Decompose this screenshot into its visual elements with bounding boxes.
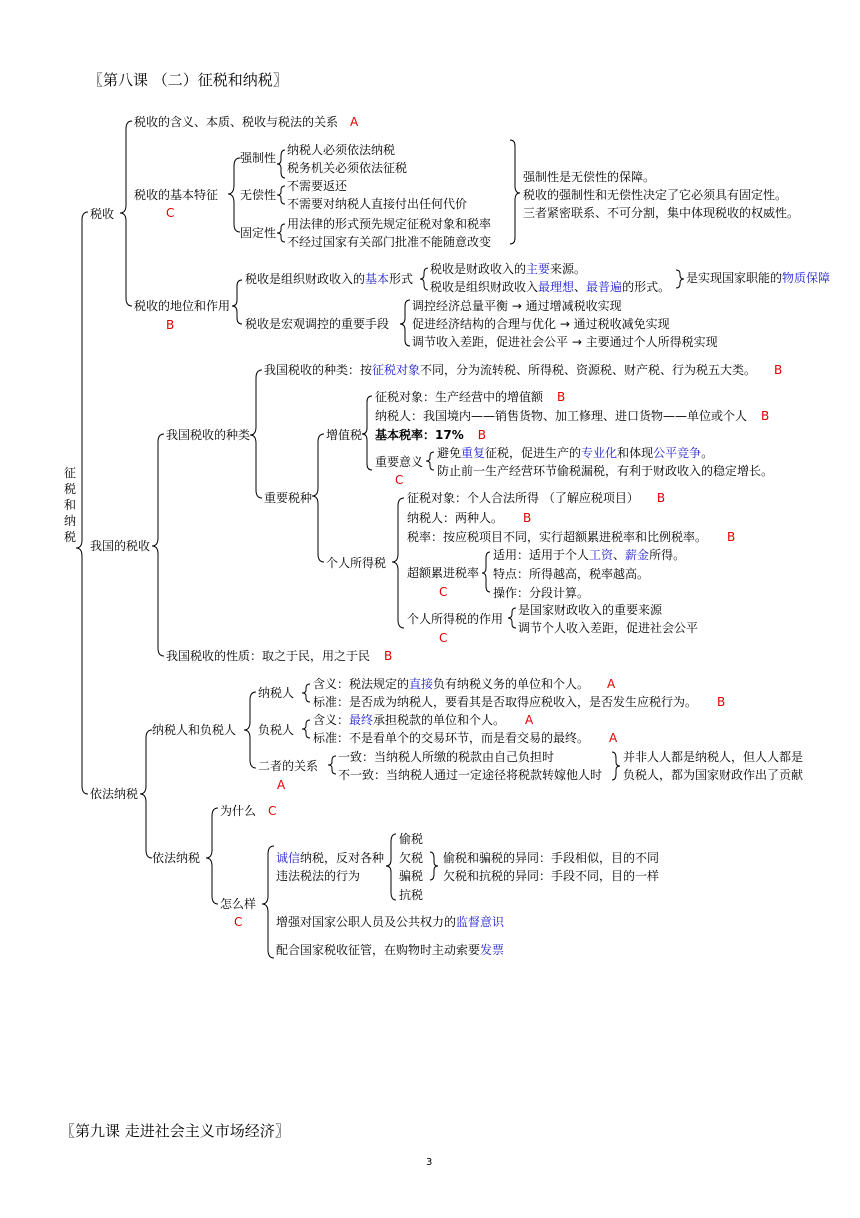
- keyword: 诚信: [276, 851, 301, 865]
- text: 调节个人收入差距，促进社会公平: [518, 621, 699, 635]
- node-macro: 税收是宏观调控的重要手段: [245, 317, 390, 331]
- text-line: [430, 262, 586, 277]
- node-basic-form: [245, 272, 413, 287]
- bracket-prog: [482, 552, 490, 592]
- grade-badge: B: [761, 409, 770, 423]
- text: 偷税和骗税的异同：手段相似，目的不同: [443, 851, 660, 865]
- text: 调节收入差距，促进社会公平 → 主要通过个人所得税实现: [412, 335, 718, 349]
- text: 纳税人必须依法纳税: [287, 143, 396, 157]
- node-why: [220, 804, 276, 819]
- keyword: 工资: [589, 548, 614, 562]
- node-nature: [166, 649, 392, 664]
- bracket-sig: [426, 452, 434, 470]
- text: 标准：不是看单个的交易环节，而是看交易的最终。: [313, 731, 590, 745]
- keyword: 监督意识: [456, 915, 505, 929]
- grade-badge: B: [717, 695, 726, 709]
- text: 我国税收的种类：按: [264, 363, 373, 377]
- node-gratuitous: 无偿性: [240, 188, 277, 202]
- text: 征税对象：生产经营中的增值额: [375, 390, 544, 404]
- node-payer-bearer: 纳税人和负税人: [152, 723, 237, 737]
- bracket-fn: [676, 270, 684, 288]
- text: 含义：税法规定的: [313, 677, 410, 691]
- bracket-features-summary: [510, 140, 520, 244]
- grade-badge: B: [656, 491, 666, 505]
- keyword: 重复: [461, 446, 486, 460]
- text: 用法律的形式预先规定征税对象和税率: [287, 217, 492, 231]
- text-line: [264, 363, 782, 378]
- text: 是国家财政收入的重要来源: [518, 603, 663, 617]
- text-line: [313, 695, 725, 710]
- keyword: 基本: [365, 272, 390, 286]
- text: 三者紧密联系、不可分割，集中体现税收的权威性。: [523, 206, 800, 220]
- node-fixed: 固定性: [240, 226, 277, 240]
- text: 标准：是否成为纳税人，要看其是否取得应税收入，是否发生应税行为。: [313, 695, 698, 709]
- bracket-features: [228, 158, 240, 232]
- text: 来源。: [550, 262, 587, 276]
- bracket-gratuitous: [277, 186, 285, 204]
- text: 税收是组织财政收入的: [245, 272, 366, 286]
- text: 不需要对纳税人直接付出任何代价: [287, 197, 468, 211]
- grade-badge: A: [525, 713, 534, 727]
- text: 为什么: [220, 804, 257, 818]
- text: 偷税: [399, 832, 424, 846]
- text-line: [407, 530, 735, 545]
- bracket-how: [262, 846, 274, 958]
- grade-badge: C: [439, 585, 448, 599]
- grade-badge: B: [523, 511, 532, 525]
- node-pay-by-law: 依法纳税: [152, 851, 201, 865]
- bracket-kinds: [250, 370, 262, 498]
- text-line: [407, 491, 665, 506]
- grade-badge: B: [166, 318, 175, 332]
- text: 税收是财政收入的: [430, 262, 527, 276]
- text: 抗税: [399, 888, 424, 902]
- text: 欠税: [399, 851, 424, 865]
- bracket-tax: [120, 121, 132, 306]
- text: 防止前一生产经营环节偷税漏税，有利于财政收入的稳定增长。: [437, 464, 774, 478]
- bracket-rel: [328, 756, 336, 774]
- root-char: 和: [63, 498, 76, 512]
- text-line: [375, 428, 486, 443]
- text: 特点：所得越高，税率越高。: [493, 567, 650, 581]
- node-tax-status: 税收的地位和作用: [134, 299, 231, 313]
- text: 不需要返还: [287, 179, 348, 193]
- text: 所得。: [649, 548, 686, 562]
- text: 税收的强制性和无偿性决定了它必须具有固定性。: [523, 188, 788, 202]
- node-payer: 纳税人: [258, 686, 295, 700]
- text-line: [375, 390, 565, 405]
- keyword: 主要: [526, 262, 551, 276]
- node-pit-role: 个人所得税的作用: [407, 612, 504, 626]
- lesson-8-title: 〖第八课 （二）征税和纳税〗: [88, 71, 288, 89]
- grade-badge: C: [166, 206, 175, 220]
- node-tax-features: 税收的基本特征: [134, 188, 219, 202]
- text: 配合国家税收征管，在购物时主动索要: [276, 943, 481, 957]
- text-line: [430, 280, 670, 295]
- text-line: [276, 943, 504, 958]
- node-compulsory: 强制性: [240, 151, 277, 165]
- keyword: 发票: [480, 943, 505, 957]
- text: 一致：当纳税人所缴的税款由自己负担时: [338, 750, 555, 764]
- node-vat: 增值税: [326, 428, 363, 442]
- root-char: 税: [63, 482, 76, 496]
- keyword: 薪金: [625, 548, 650, 562]
- text: 承担税款的单位和个人。: [373, 713, 506, 727]
- text: 并非人人都是纳税人，但人人都是: [623, 750, 804, 764]
- bracket-pay: [206, 808, 218, 904]
- text: 增强对国家公职人员及公共权力的: [276, 915, 457, 929]
- text-line: [276, 915, 504, 930]
- page-number: 3: [426, 1157, 433, 1168]
- grade-badge: B: [384, 649, 393, 663]
- bracket-macro: [400, 300, 410, 346]
- grade-badge: C: [234, 915, 243, 929]
- node-tax-meaning: [134, 115, 358, 130]
- text: 适用：适用于个人: [493, 548, 590, 562]
- bracket-pit: [392, 498, 404, 628]
- root-topic: [62, 465, 78, 545]
- grade-badge: A: [607, 677, 616, 691]
- text: 、: [574, 280, 587, 294]
- text: 欠税和抗税的异同：手段不同，目的一样: [443, 869, 660, 883]
- node-significance: 重要意义: [375, 455, 424, 469]
- text: 是实现国家职能的: [686, 271, 783, 285]
- text: 避免: [437, 446, 462, 460]
- keyword: 最终: [349, 713, 374, 727]
- grade-badge: C: [268, 804, 277, 818]
- text: 纳税，反对各种: [300, 851, 385, 865]
- text-line: [313, 677, 615, 692]
- bracket-payer-bearer: [244, 692, 256, 768]
- node-tax: 税收: [90, 207, 115, 221]
- grade-badge: A: [277, 778, 286, 792]
- node-relation: 二者的关系: [258, 759, 319, 773]
- bracket-status: [232, 280, 242, 324]
- text: 不一致：当纳税人通过一定途径将税款转嫁他人时: [338, 768, 603, 782]
- text-line: [276, 851, 384, 866]
- text: 调控经济总量平衡 → 通过增减税收实现: [412, 299, 622, 313]
- text: 和体现: [617, 446, 654, 460]
- bracket-basic: [420, 268, 428, 290]
- node-important: 重要税种: [264, 491, 313, 505]
- text-line: [407, 511, 531, 526]
- keyword: 公平竞争: [653, 446, 702, 460]
- bracket-payer: [302, 684, 310, 702]
- grade-badge: A: [350, 115, 359, 129]
- text: 骗税: [399, 869, 424, 883]
- keyword: 征税对象: [372, 363, 421, 377]
- root-char: 征: [63, 466, 76, 480]
- text: 不经过国家有关部门批准不能随意改变: [287, 235, 492, 249]
- bracket-bearer: [302, 720, 310, 738]
- text-line: [375, 409, 769, 424]
- node-legal-tax: 依法纳税: [90, 787, 139, 801]
- node-pit: 个人所得税: [326, 556, 387, 570]
- root-char: 纳: [63, 514, 76, 528]
- grade-badge: B: [557, 390, 566, 404]
- text: 税收的含义、本质、税收与税法的关系: [134, 115, 339, 129]
- text-line: [493, 548, 685, 563]
- text: 违法税法的行为: [276, 869, 361, 883]
- bracket-evasion: [386, 834, 396, 900]
- text: 纳税人：两种人。: [407, 511, 504, 525]
- keyword: 专业化: [581, 446, 618, 460]
- bracket-legal: [140, 730, 152, 858]
- text: 形式: [389, 272, 414, 286]
- node-progressive: 超额累进税率: [407, 566, 480, 580]
- grade-badge: B: [727, 530, 736, 544]
- text: 、: [613, 548, 626, 562]
- grade-badge: A: [609, 731, 618, 745]
- lesson-9-title: 〖第九课 走进社会主义市场经济〗: [60, 1122, 290, 1140]
- text: 负有纳税义务的单位和个人。: [433, 677, 590, 691]
- text: 征税对象：个人合法所得 （了解应税项目）: [407, 491, 639, 505]
- text: 操作：分段计算。: [493, 586, 590, 600]
- text: 负税人，都为国家财政作出了贡献: [623, 768, 804, 782]
- text-line: [313, 731, 617, 746]
- text: 含义：: [313, 713, 350, 727]
- text: 税务机关必须依法征税: [287, 161, 408, 175]
- bracket-compare: [430, 852, 438, 880]
- grade-badge: B: [774, 363, 783, 377]
- node-our-tax: 我国的税收: [90, 539, 151, 553]
- grade-badge: C: [395, 473, 404, 487]
- keyword: 最理想: [538, 280, 575, 294]
- text: 促进经济结构的合理与优化 → 通过税收减免实现: [412, 317, 670, 331]
- bracket-vat: [362, 396, 372, 470]
- grade-badge: B: [477, 428, 486, 442]
- bracket-fixed: [277, 224, 285, 242]
- grade-badge: C: [439, 631, 448, 645]
- text: 强制性是无偿性的保障。: [523, 170, 656, 184]
- text: 纳税人：我国境内——销售货物、加工修理、进口货物——单位或个人: [375, 409, 748, 423]
- text: 基本税率：17%: [375, 428, 464, 442]
- root-char: 税: [63, 530, 76, 544]
- text: 税率：按应税项目不同，实行超额累进税率和比例税率。: [407, 530, 708, 544]
- text: 。: [701, 446, 714, 460]
- text: 不同，分为流转税、所得税、资源税、财产税、行为税五大类。: [420, 363, 757, 377]
- text: 征税，促进生产的: [485, 446, 582, 460]
- keyword: 最普遍: [586, 280, 623, 294]
- text: 税收是组织财政收入: [430, 280, 539, 294]
- bracket-note: [612, 752, 620, 780]
- bracket-compulsory: [277, 150, 285, 178]
- text-line: [313, 713, 533, 728]
- bracket-role: [508, 608, 516, 628]
- text-line: [437, 446, 713, 461]
- keyword: 物质保障: [782, 271, 831, 285]
- node-bearer: 负税人: [258, 723, 295, 737]
- bracket-our: [152, 434, 164, 656]
- node-how: 怎么样: [220, 897, 257, 911]
- text: 我国税收的性质：取之于民，用之于民: [166, 649, 371, 663]
- keyword: 直接: [409, 677, 434, 691]
- bracket-important: [312, 434, 324, 562]
- text: 的形式。: [622, 280, 671, 294]
- text-line: [686, 271, 830, 286]
- node-kinds: 我国税收的种类: [166, 428, 251, 442]
